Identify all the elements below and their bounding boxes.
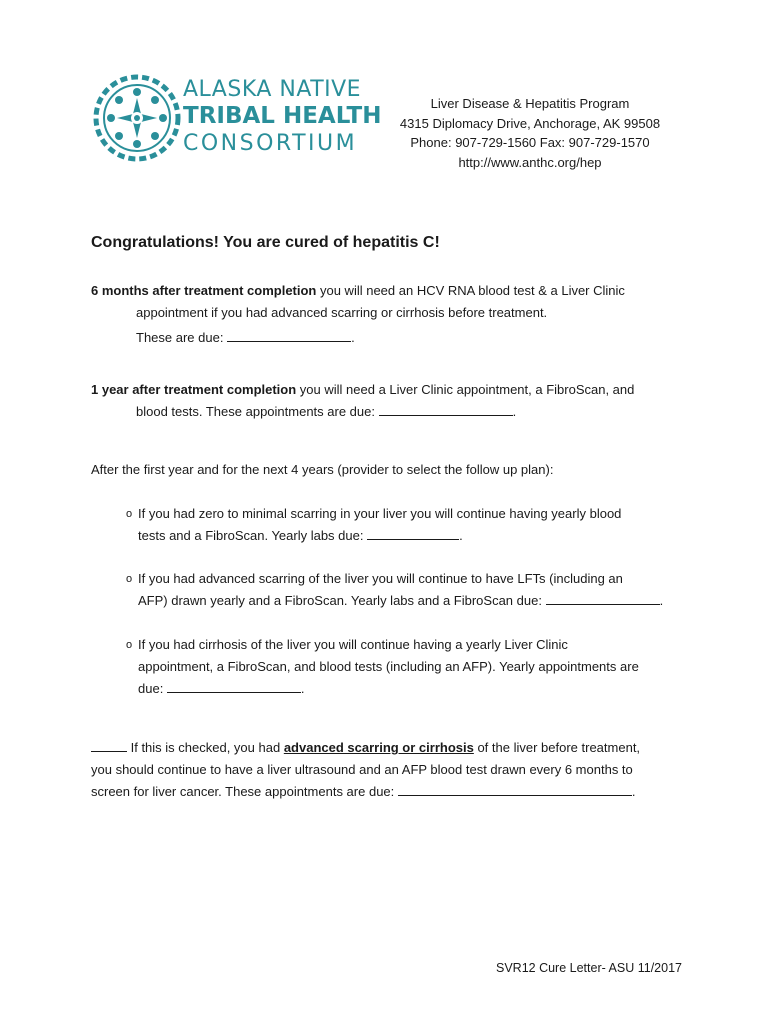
six-months-lead: 6 months after treatment completion [91, 283, 317, 298]
option-1-line-2 [138, 525, 463, 547]
one-year-line-2 [136, 401, 516, 423]
option-3-due-label: due: [138, 681, 167, 696]
option-3-line-1: If you had cirrhosis of the liver you will continue having a yearly Liver Clinic [138, 637, 568, 652]
option-1-due-blank[interactable] [367, 526, 459, 540]
option-2-period: . [659, 593, 664, 608]
program-name: Liver Disease & Hepatitis Program [430, 96, 630, 111]
followup-intro: After the first year and for the next 4 years (provider to select the follow up plan): [91, 462, 554, 477]
one-year-due-blank[interactable] [379, 402, 513, 416]
option-2-due-blank[interactable] [546, 591, 660, 605]
option-2-line-1: If you had advanced scarring of the liver you will continue to have LFTs (including an [138, 571, 623, 586]
option-3-due-blank[interactable] [167, 679, 301, 693]
six-months-due-blank[interactable] [227, 328, 351, 342]
document-footer: SVR12 Cure Letter- ASU 11/2017 [496, 961, 682, 975]
anthc-emblem-icon [93, 74, 181, 162]
six-months-due-label: These are due: [136, 330, 228, 345]
one-year-lead: 1 year after treatment completion [91, 382, 297, 397]
checkbox-para-post: of the liver before treatment, [473, 740, 641, 755]
option-1-due-label: tests and a FibroScan. Yearly labs due: [138, 528, 368, 543]
checkbox-para-pre: If this is checked, you had [127, 740, 284, 755]
letter-title: Congratulations! You are cured of hepatitis C! [91, 234, 440, 251]
checkbox-para-due-label: screen for liver cancer. These appointments are due: [91, 784, 398, 799]
option-1-period: . [459, 528, 463, 543]
one-year-text: you will need a Liver Clinic appointment, a FibroScan, and [296, 382, 635, 397]
logo-line-1: ALASKA NATIVE [183, 77, 362, 102]
option-3-period: . [300, 681, 305, 696]
program-address-block [390, 94, 670, 172]
checkbox-para-line-3 [91, 781, 636, 803]
checkbox-para-line-1 [91, 737, 640, 759]
logo-line-3: CONSORTIUM [183, 131, 358, 156]
one-year-due-label: blood tests. These appointments are due: [136, 404, 379, 419]
one-year-line-1 [91, 379, 634, 401]
bullet-marker-1: o [126, 508, 133, 520]
ultrasound-due-blank[interactable] [398, 782, 632, 796]
six-months-period: . [351, 330, 355, 345]
bullet-marker-3: o [126, 639, 133, 651]
six-months-line-2: appointment if you had advanced scarring or cirrhosis before treatment. [136, 305, 548, 320]
advanced-scarring-emphasis: advanced scarring or cirrhosis [283, 740, 474, 755]
phone-fax: Phone: 907-729-1560 Fax: 907-729-1570 [410, 135, 650, 150]
street-address: 4315 Diplomacy Drive, Anchorage, AK 99508 [399, 115, 661, 131]
logo-line-2: TRIBAL HEALTH [183, 103, 382, 129]
checkbox-para-period: . [631, 784, 636, 799]
six-months-line-1 [91, 280, 625, 302]
option-2-due-label: AFP) drawn yearly and a FibroScan. Yearly labs and a FibroScan due: [138, 593, 546, 608]
anthc-logo [93, 74, 382, 162]
six-months-text: you will need an HCV RNA blood test & a Liver Clinic [316, 283, 625, 298]
option-3-line-2: appointment, a FibroScan, and blood tests (including an AFP). Yearly appointments are [138, 659, 639, 674]
advanced-scarring-check-blank[interactable] [91, 738, 127, 752]
website-link[interactable]: http://www.anthc.org/hep [458, 154, 602, 170]
option-3-line-3 [138, 678, 305, 700]
six-months-due-line [136, 327, 355, 349]
one-year-period: . [512, 404, 517, 419]
checkbox-para-line-2: you should continue to have a liver ultrasound and an AFP blood test drawn every 6 months to [91, 762, 633, 777]
option-2-line-2 [138, 590, 663, 612]
option-1-line-1: If you had zero to minimal scarring in your liver you will continue having yearly blood [138, 506, 622, 521]
bullet-marker-2: o [126, 573, 133, 585]
